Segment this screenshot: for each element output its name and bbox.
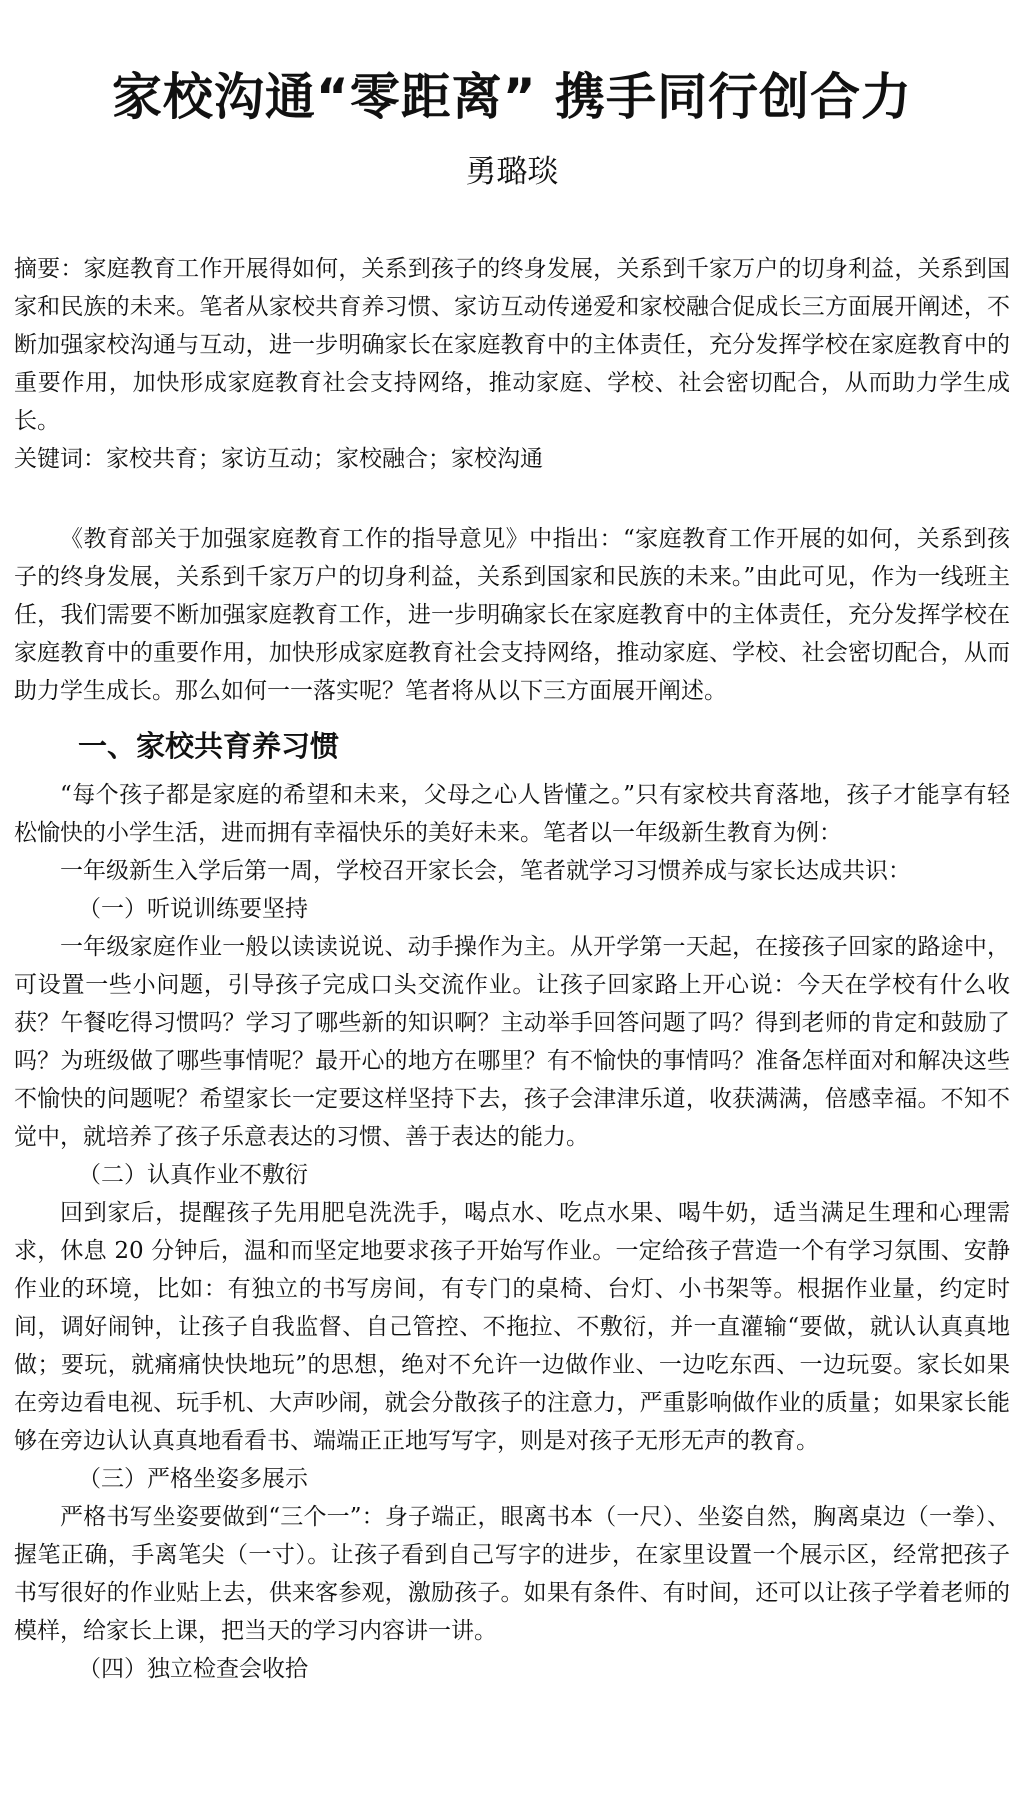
section-heading: 一、家校共育养习惯 bbox=[78, 729, 340, 763]
body-paragraph: 回到家后，提醒孩子先用肥皂洗洗手，喝点水、吃点水果、喝牛奶，适当满足生理和心理需求，休息 20 分钟后，温和而坚定地要求孩子开始写作业。一定给孩子营造一个有学习氛围、安静作业的环境，比如：有独立的书写房间，有专门的桌椅、台灯、小书架等。根据作业量，约定时间，调好闹钟，让孩子自我监督、自己管控、不拖拉、不敷衍，并一直灌输“要做，就认认真真地做；要玩，就痛痛快快地玩”的思想，绝对不允许一边做作业、一边吃东西、一边玩耍。家长如果在旁边看电视、玩手机、大声吵闹，就会分散孩子的注意力，严重影响做作业的质量；如果家长能够在旁边认认真真地看看书、端端正正地写写字，则是对孩子无形无声的教育。 bbox=[14, 1200, 1010, 1454]
body-paragraph: “每个孩子都是家庭的希望和未来，父母之心人皆懂之。”只有家校共育落地，孩子才能享有轻松愉快的小学生活，进而拥有幸福快乐的美好未来。笔者以一年级新生教育为例： bbox=[14, 782, 1010, 846]
author-name: 勇璐琰 bbox=[465, 154, 559, 190]
subsection-heading: （三）严格坐姿多展示 bbox=[78, 1466, 308, 1492]
body-paragraph: 一年级新生入学后第一周，学校召开家长会，笔者就学习习惯养成与家长达成共识： bbox=[60, 858, 911, 884]
intro-paragraph: 《教育部关于加强家庭教育工作的指导意见》中指出：“家庭教育工作开展的如何，关系到孩子的终身发展，关系到千家万户的切身利益，关系到国家和民族的未来。”由此可见，作为一线班主任，我们需要不断加强家庭教育工作，进一步明确家长在家庭教育中的主体责任，充分发挥学校在家庭教育中的重要作用，加快形成家庭教育社会支持网络，推动家庭、学校、社会密切配合，从而助力学生成长。那么如何一一落实呢？笔者将从以下三方面展开阐述。 bbox=[14, 526, 1010, 704]
keywords-line: 关键词：家校共育；家访互动；家校融合；家校沟通 bbox=[14, 446, 543, 472]
subsection-heading: （四）独立检查会收拾 bbox=[78, 1656, 308, 1682]
subsection-heading: （一）听说训练要坚持 bbox=[78, 896, 308, 922]
document-title: 家校沟通“零距离” 携手同行创合力 bbox=[111, 68, 913, 126]
body-paragraph: 一年级家庭作业一般以读读说说、动手操作为主。从开学第一天起，在接孩子回家的路途中，可设置一些小问题，引导孩子完成口头交流作业。让孩子回家路上开心说：今天在学校有什么收获？午餐吃得习惯吗？学习了哪些新的知识啊？主动举手回答问题了吗？得到老师的肯定和鼓励了吗？为班级做了哪些事情呢？最开心的地方在哪里？有不愉快的事情吗？准备怎样面对和解决这些不愉快的问题呢？希望家长一定要这样坚持下去，孩子会津津乐道，收获满满，倍感幸福。不知不觉中，就培养了孩子乐意表达的习惯、善于表达的能力。 bbox=[14, 934, 1010, 1150]
abstract-paragraph: 摘要：家庭教育工作开展得如何，关系到孩子的终身发展，关系到千家万户的切身利益，关系到国家和民族的未来。笔者从家校共育养习惯、家访互动传递爱和家校融合促成长三方面展开阐述，不断加强家校沟通与互动，进一步明确家长在家庭教育中的主体责任，充分发挥学校在家庭教育中的重要作用，加快形成家庭教育社会支持网络，推动家庭、学校、社会密切配合，从而助力学生成长。 bbox=[14, 256, 1010, 434]
subsection-heading: （二）认真作业不敷衍 bbox=[78, 1162, 308, 1188]
body-paragraph: 严格书写坐姿要做到“三个一”：身子端正，眼离书本（一尺）、坐姿自然，胸离桌边（一拳）、握笔正确，手离笔尖（一寸）。让孩子看到自己写字的进步，在家里设置一个展示区，经常把孩子书写很好的作业贴上去，供来客参观，激励孩子。如果有条件、有时间，还可以让孩子学着老师的模样，给家长上课，把当天的学习内容讲一讲。 bbox=[14, 1504, 1010, 1644]
document-page bbox=[14, 0, 1010, 1688]
